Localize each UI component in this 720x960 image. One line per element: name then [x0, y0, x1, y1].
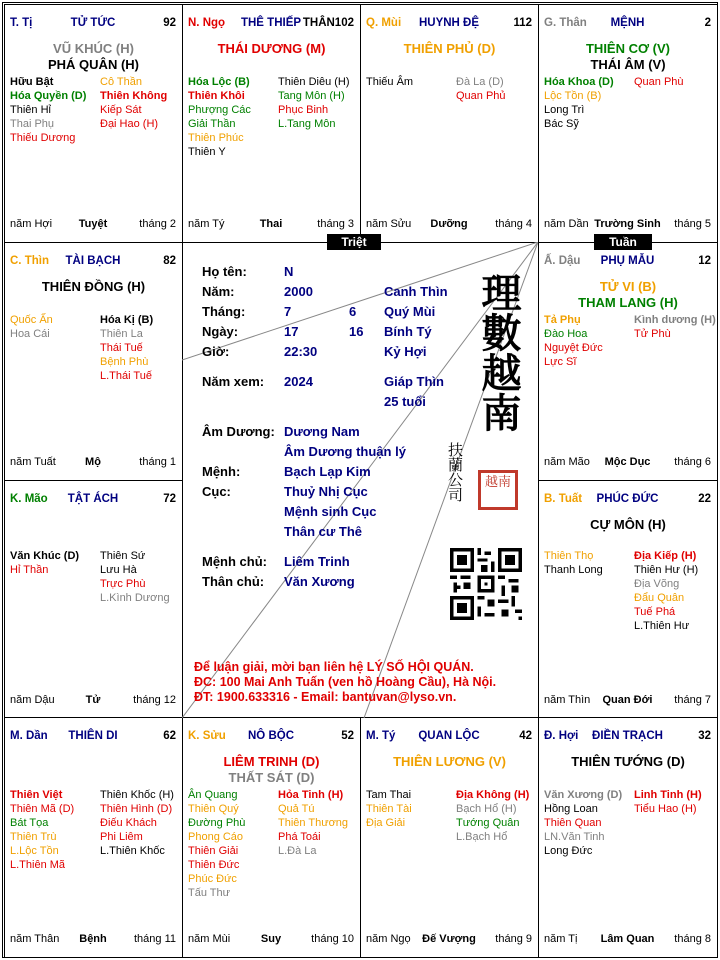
minor-star: Lưu Hà — [100, 564, 137, 576]
truong-sinh-label: Thai — [259, 218, 283, 230]
palace-header — [10, 730, 176, 746]
gio-label: Giờ: — [202, 344, 230, 359]
nam-value: 2000 — [284, 284, 313, 299]
palace-header — [366, 730, 532, 746]
star-column-left — [10, 313, 100, 341]
contact-line-1: Để luận giải, mời bạn liên hệ LÝ SỐ HỘI QUÁN. — [194, 660, 474, 674]
minor-star: Long Trì — [544, 104, 585, 116]
cuc-relation: Mệnh sinh Cục — [284, 504, 377, 519]
month-label: tháng 3 — [317, 218, 354, 230]
palace-header — [544, 17, 711, 33]
month-label: tháng 9 — [495, 933, 532, 945]
palace-footer — [188, 933, 354, 947]
palace-header — [544, 255, 711, 271]
minor-star: Phá Toái — [278, 831, 321, 843]
truong-sinh-label: Quan Đới — [602, 694, 653, 706]
ho-ten-value: N — [284, 264, 294, 279]
star-column-left — [188, 788, 278, 900]
main-star: THIÊN PHỦ (D) — [403, 41, 496, 56]
triet-badge: Triệt — [327, 234, 381, 250]
house-name: TẬT ÁCH — [67, 493, 119, 505]
minor-star: Kình dương (H) — [634, 314, 716, 326]
minor-star: Địa Không (H) — [456, 789, 530, 801]
year-label: năm Thìn — [544, 694, 591, 706]
star-column-left — [188, 75, 278, 159]
minor-star: Thiên Thương — [278, 817, 349, 829]
calligraphy-subseal: 扶蘭公司 — [446, 442, 464, 502]
minor-star: Thiên Quan — [544, 817, 602, 829]
star-column-right — [634, 788, 702, 816]
minor-star: Quan Phủ — [456, 90, 506, 102]
minor-star: Tiểu Hao (H) — [634, 803, 697, 815]
palace-footer — [366, 218, 532, 232]
main-star: THÁI ÂM (V) — [590, 57, 666, 72]
palace-footer — [10, 456, 176, 470]
branch-label: K. Sửu — [188, 730, 226, 742]
main-star: THIÊN TƯỚNG (D) — [571, 754, 685, 769]
palace-footer — [188, 218, 354, 232]
minor-star: Địa Kiếp (H) — [634, 550, 697, 562]
minor-star: Thiên Khôi — [188, 90, 245, 102]
house-name: THIÊN DI — [68, 730, 118, 742]
main-stars — [539, 279, 717, 311]
year-label: năm Tý — [188, 218, 225, 230]
than-chu-value: Văn Xương — [284, 574, 355, 589]
minor-star: Tam Thai — [366, 789, 412, 801]
minor-star: Thiên Hư (H) — [634, 564, 699, 576]
year-label: năm Tị — [544, 933, 578, 945]
ngay-can-chi: Bính Tý — [384, 324, 432, 339]
minor-star: Lực Sĩ — [544, 356, 577, 368]
month-label: tháng 6 — [674, 456, 711, 468]
contact-block — [194, 660, 496, 705]
than-chu-label: Thân chủ: — [202, 574, 265, 589]
calligraphy-seal: 理數越南 — [475, 272, 522, 432]
house-name: ĐIỀN TRẠCH — [592, 730, 663, 742]
minor-star: Bác Sỹ — [544, 118, 579, 130]
year-label: năm Tuất — [10, 456, 56, 468]
contact-line-2: ĐC: 100 Mai Anh Tuấn (ven hồ Hoàng Cầu), Hà Nội. — [194, 675, 497, 689]
cuc-number: 82 — [163, 255, 176, 267]
truong-sinh-label: Trường Sinh — [594, 218, 661, 230]
palace-footer — [10, 218, 176, 232]
minor-star: Đẩu Quân — [634, 592, 685, 604]
star-column-left — [10, 788, 100, 872]
minor-star: Linh Tinh (H) — [634, 789, 702, 801]
main-stars — [539, 754, 717, 770]
minor-star: Lộc Tồn (B) — [544, 90, 602, 102]
main-star: THIÊN LƯƠNG (V) — [393, 754, 506, 769]
cuc-number: 92 — [163, 17, 176, 29]
main-stars — [5, 279, 182, 295]
branch-label: N. Ngọ — [188, 17, 226, 29]
star-column-left — [544, 788, 634, 858]
minor-star: Hoa Cái — [10, 328, 50, 340]
main-star: THIÊN CƠ (V) — [585, 41, 671, 56]
cuc-value: Thuỷ Nhị Cục — [284, 484, 368, 499]
minor-star: Quả Tú — [278, 803, 315, 815]
star-column-left — [544, 313, 634, 369]
minor-star: Hỉ Thần — [10, 564, 49, 576]
palace-header — [544, 493, 711, 509]
menh-chu-value: Liêm Trinh — [284, 554, 350, 569]
house-name: TỬ TỨC — [70, 17, 116, 29]
minor-star: Thiên Giải — [188, 845, 239, 857]
minor-star: Thiên Tài — [366, 803, 412, 815]
minor-star: Hóa Kị (B) — [100, 314, 154, 326]
menh-label: Mệnh: — [202, 464, 241, 479]
star-column-right — [100, 549, 170, 605]
truong-sinh-label: Mộ — [85, 456, 101, 468]
star-column-right — [278, 75, 350, 131]
minor-star: Bệnh Phù — [100, 356, 149, 368]
minor-star: Thiếu Âm — [366, 76, 414, 88]
main-stars — [183, 754, 360, 786]
truong-sinh-label: Tuyệt — [78, 218, 108, 230]
palace-footer — [10, 694, 176, 708]
palace-dau[interactable] — [538, 242, 718, 481]
month-label: tháng 2 — [139, 218, 176, 230]
minor-star: Nguyệt Đức — [544, 342, 603, 354]
minor-star: Địa Giải — [366, 817, 406, 829]
minor-star: Thiên La — [100, 328, 143, 340]
minor-star: Cô Thần — [100, 76, 142, 88]
truong-sinh-label: Suy — [260, 933, 282, 945]
menh-chu-label: Mệnh chủ: — [202, 554, 267, 569]
star-column-right — [456, 75, 506, 103]
cuc-label: Cục: — [202, 484, 231, 499]
palace-footer — [544, 694, 711, 708]
minor-star: L.Bạch Hổ — [456, 831, 508, 843]
minor-star: Hữu Bật — [10, 76, 54, 88]
year-label: năm Mão — [544, 456, 590, 468]
minor-star: Hóa Khoa (D) — [544, 76, 614, 88]
palace-dan[interactable] — [4, 717, 183, 958]
house-name: PHỤ MẪU — [600, 255, 655, 267]
month-label: tháng 12 — [133, 694, 176, 706]
star-column-right — [456, 788, 529, 844]
minor-star: Tấu Thư — [188, 887, 231, 899]
minor-star: Thiên Khốc (H) — [100, 789, 174, 801]
than-cu: Thân cư Thê — [284, 524, 363, 539]
minor-star: Thiên Mã (D) — [10, 803, 75, 815]
palace-ti[interactable] — [4, 4, 183, 243]
minor-star: Thiên Không — [100, 90, 168, 102]
palace-footer — [544, 218, 711, 232]
house-name: NÔ BỘC — [248, 730, 294, 742]
minor-star: Phong Cáo — [188, 831, 244, 843]
palace-ngo[interactable] — [182, 4, 361, 243]
palace-suu[interactable] — [182, 717, 361, 958]
palace-header — [544, 730, 711, 746]
minor-star: Kiếp Sát — [100, 104, 142, 116]
tuan-badge: Tuần — [594, 234, 652, 250]
cuc-number: 52 — [341, 730, 354, 742]
minor-star: LN.Văn Tinh — [544, 831, 605, 843]
month-label: tháng 5 — [674, 218, 711, 230]
menh-value: Bạch Lạp Kim — [284, 464, 371, 479]
minor-star: Đào Hoa — [544, 328, 588, 340]
palace-header — [366, 17, 532, 33]
nam-xem-label: Năm xem: — [202, 374, 265, 389]
minor-star: L.Đà La — [278, 845, 317, 857]
star-column-right — [100, 75, 167, 131]
minor-star: Ân Quang — [188, 789, 238, 801]
branch-label: K. Mão — [10, 493, 48, 505]
minor-star: Thiên Phúc — [188, 132, 244, 144]
star-column-left — [544, 75, 634, 131]
minor-star: Hỏa Tinh (H) — [278, 789, 344, 801]
main-star: CỰ MÔN (H) — [590, 517, 666, 532]
main-star: THÁI DƯƠNG (M) — [217, 41, 326, 56]
cuc-number: 72 — [163, 493, 176, 505]
branch-label: Ấ. Dậu — [544, 255, 581, 267]
truong-sinh-label: Dưỡng — [430, 218, 468, 230]
palace-than[interactable] — [538, 4, 718, 243]
cuc-number: 2 — [704, 17, 711, 29]
branch-label: M. Dần — [10, 730, 48, 742]
branch-label: C. Thìn — [10, 255, 49, 267]
palace-ty[interactable] — [360, 717, 539, 958]
qr-code-icon[interactable] — [450, 548, 522, 620]
minor-star: Hóa Quyền (D) — [10, 90, 87, 102]
year-label: năm Dậu — [10, 694, 55, 706]
main-stars — [539, 517, 717, 533]
nam-xem-value: 2024 — [284, 374, 313, 389]
palace-header — [10, 255, 176, 271]
palace-footer — [10, 933, 176, 947]
minor-star: Bạch Hổ (H) — [456, 803, 517, 815]
house-name: QUAN LỘC — [418, 730, 480, 742]
main-star: LIÊM TRINH (D) — [223, 754, 320, 769]
main-stars — [361, 41, 538, 57]
cuc-number: 12 — [698, 255, 711, 267]
minor-star: L.Thiên Khốc — [100, 845, 165, 857]
month-label: tháng 7 — [674, 694, 711, 706]
star-column-left — [544, 549, 634, 577]
year-label: năm Mùi — [188, 933, 231, 945]
truong-sinh-label: Bệnh — [79, 933, 107, 945]
house-name: THÊ THIẾP — [240, 17, 302, 29]
minor-star: Phi Liêm — [100, 831, 143, 843]
minor-star: Thiên Việt — [10, 789, 63, 801]
nam-can-chi: Canh Thìn — [384, 284, 448, 299]
palace-thin[interactable] — [4, 242, 183, 481]
minor-star: Thiên Trù — [10, 831, 57, 843]
main-star: THAM LANG (H) — [578, 295, 678, 310]
minor-star: Phượng Các — [188, 104, 251, 116]
minor-star: Hóa Lộc (B) — [188, 76, 250, 88]
ngay-am-value: 16 — [349, 324, 364, 339]
minor-star: Văn Xương (D) — [544, 789, 623, 801]
am-duong-note: Âm Dương thuận lý — [284, 444, 406, 459]
truong-sinh-label: Đế Vượng — [422, 933, 476, 945]
month-label: tháng 1 — [139, 456, 176, 468]
star-column-right — [100, 788, 174, 858]
gio-value: 22:30 — [284, 344, 318, 359]
minor-star: Thái Tuế — [100, 342, 143, 354]
main-star: TỬ VI (B) — [599, 279, 657, 294]
star-column-right — [100, 313, 153, 383]
year-label: năm Hợi — [10, 218, 53, 230]
center-info-panel — [182, 242, 538, 718]
cuc-number: 32 — [698, 730, 711, 742]
main-star: THIÊN ĐỒNG (H) — [41, 279, 146, 294]
main-stars — [539, 41, 717, 73]
contact-line-3[interactable]: ĐT: 1900.633316 - Email: bantuvan@lyso.vn. — [194, 690, 457, 704]
thang-label: Tháng: — [202, 304, 246, 319]
minor-star: Địa Võng — [634, 578, 680, 590]
minor-star: Tuế Phá — [634, 606, 676, 618]
cuc-number: 22 — [698, 493, 711, 505]
minor-star: Thiên Diêu (H) — [278, 76, 350, 88]
minor-star: L.Tang Môn — [278, 118, 336, 130]
minor-star: L.Kình Dương — [100, 592, 170, 604]
palace-footer — [544, 456, 711, 470]
main-star: THẤT SÁT (D) — [228, 770, 315, 785]
cuc-number: 112 — [513, 17, 532, 29]
house-name: TÀI BẠCH — [65, 255, 121, 267]
branch-label: G. Thân — [544, 17, 587, 29]
minor-star: Phúc Đức — [188, 873, 237, 885]
cuc-number: 42 — [519, 730, 532, 742]
palace-footer — [544, 933, 711, 947]
am-duong-value: Dương Nam — [284, 424, 360, 439]
palace-hoi[interactable] — [538, 717, 718, 958]
minor-star: Quốc Ấn — [10, 314, 53, 326]
branch-label: B. Tuất — [544, 493, 583, 505]
palace-tuat[interactable] — [538, 480, 718, 719]
minor-star: L.Thiên Hư — [634, 620, 690, 632]
star-column-right — [278, 788, 348, 858]
house-name: HUYNH ĐỆ — [418, 17, 480, 29]
ngay-label: Ngày: — [202, 324, 239, 339]
star-column-right — [634, 549, 698, 633]
main-stars — [5, 41, 182, 73]
month-label: tháng 10 — [311, 933, 354, 945]
main-stars — [361, 754, 538, 770]
palace-mao[interactable] — [4, 480, 183, 719]
palace-mui[interactable] — [360, 4, 539, 243]
year-label: năm Ngọ — [366, 933, 411, 945]
tuoi-value: 25 tuổi — [384, 394, 426, 409]
truong-sinh-label: Lâm Quan — [600, 933, 655, 945]
house-name: MỆNH — [610, 17, 645, 29]
minor-star: Long Đức — [544, 845, 593, 857]
star-column-right — [634, 75, 684, 89]
minor-star: Phục Binh — [278, 104, 329, 116]
main-star: VŨ KHÚC (H) — [53, 41, 134, 56]
minor-star: Tử Phù — [634, 328, 671, 340]
branch-label: T. Tị — [10, 17, 33, 29]
branch-label: Đ. Hợi — [544, 730, 579, 742]
star-column-left — [366, 75, 456, 89]
month-label: tháng 4 — [495, 218, 532, 230]
palace-header — [10, 17, 176, 33]
am-duong-label: Âm Dương: — [202, 424, 275, 439]
minor-star: Giải Thần — [188, 118, 236, 130]
minor-star: L.Lộc Tồn — [10, 845, 59, 857]
house-name: PHÚC ĐỨC — [596, 493, 659, 505]
branch-label: M. Tý — [366, 730, 396, 742]
minor-star: Thanh Long — [544, 564, 603, 576]
minor-star: Văn Khúc (D) — [10, 550, 80, 562]
thang-am-value: 6 — [349, 304, 357, 319]
minor-star: Thai Phụ — [10, 118, 55, 130]
minor-star: Thiên Sứ — [100, 550, 146, 562]
minor-star: Điếu Khách — [100, 817, 157, 829]
minor-star: Quan Phù — [634, 76, 684, 88]
ngay-value: 17 — [284, 324, 299, 339]
thang-value: 7 — [284, 304, 292, 319]
palace-header — [188, 17, 354, 33]
palace-header — [10, 493, 176, 509]
minor-star: L.Thiên Mã — [10, 859, 66, 871]
truong-sinh-label: Mộc Dục — [604, 456, 651, 468]
truong-sinh-label: Tử — [85, 694, 101, 706]
year-label: năm Thân — [10, 933, 60, 945]
minor-star: Đường Phù — [188, 817, 246, 829]
minor-star: Trực Phù — [100, 578, 146, 590]
month-label: tháng 11 — [133, 933, 176, 945]
nam-xem-can-chi: Giáp Thìn — [384, 374, 444, 389]
minor-star: L.Thái Tuế — [100, 370, 152, 382]
cuc-number: THÂN102 — [302, 17, 354, 29]
month-label: tháng 8 — [674, 933, 711, 945]
star-column-left — [10, 549, 100, 577]
nam-label: Năm: — [202, 284, 235, 299]
thang-can-chi: Quý Mùi — [384, 304, 436, 319]
star-column-left — [366, 788, 456, 830]
minor-star: Thiên Quý — [188, 803, 239, 815]
cuc-number: 62 — [163, 730, 176, 742]
minor-star: Thiếu Dương — [10, 132, 76, 144]
minor-star: Đại Hao (H) — [100, 118, 159, 130]
minor-star: Đà La (D) — [456, 76, 504, 88]
minor-star: Thiên Hỉ — [10, 104, 51, 116]
minor-star: Tả Phụ — [544, 314, 581, 326]
red-stamp: 越南 — [478, 470, 518, 510]
main-star: PHÁ QUÂN (H) — [48, 57, 139, 72]
ho-ten-label: Họ tên: — [202, 264, 247, 279]
star-column-left — [10, 75, 100, 145]
minor-star: Bát Tọa — [10, 817, 49, 829]
main-stars — [183, 41, 360, 57]
minor-star: Hồng Loan — [544, 803, 598, 815]
year-label: năm Dần — [544, 218, 589, 230]
year-label: năm Sửu — [366, 218, 412, 230]
minor-star: Tướng Quân — [456, 817, 520, 829]
palace-footer — [366, 933, 532, 947]
branch-label: Q. Mùi — [366, 17, 402, 29]
minor-star: Tang Môn (H) — [278, 90, 345, 102]
minor-star: Thiên Hình (D) — [100, 803, 173, 815]
minor-star: Thiên Đức — [188, 859, 240, 871]
minor-star: Thiên Thọ — [544, 550, 594, 562]
gio-can-chi: Kỷ Hợi — [384, 344, 427, 359]
star-column-right — [634, 313, 716, 341]
palace-header — [188, 730, 354, 746]
minor-star: Thiên Y — [188, 146, 226, 158]
